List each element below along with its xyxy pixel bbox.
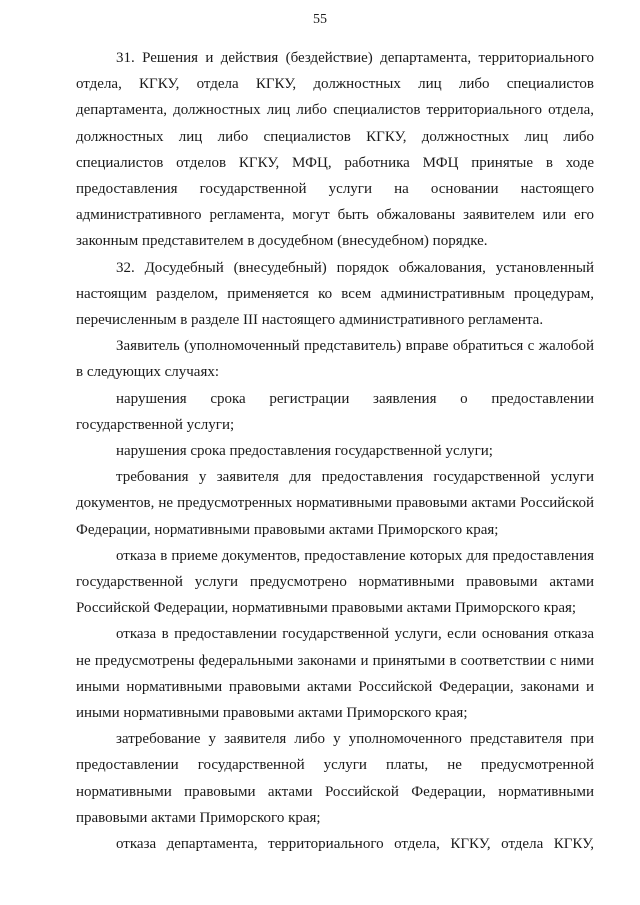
- list-item-registration-deadline: нарушения срока регистрации заявления о предоставлении государственной услуги;: [76, 390, 594, 433]
- list-item-service-deadline: нарушения срока предоставления государственной услуги;: [116, 443, 493, 460]
- list-item-department-refusal: отказа департамента, территориального отдела, КГКУ, отдела КГКУ,: [116, 836, 594, 853]
- list-item-service-refusal: отказа в предоставлении государственной услуги, если основания отказа не предусмотрены федеральными законами и принятыми в соответствии с ними иными нормативными правовыми актами Российской Федерации, законами и иными нормативными правовыми актами Приморского края;: [76, 626, 594, 722]
- body-text: [76, 45, 594, 857]
- paragraph-complaint-intro: Заявитель (уполномоченный представитель) вправе обратиться с жалобой в следующих случаях:: [76, 338, 594, 381]
- list-item-document-refusal: отказа в приеме документов, предоставление которых для предоставления государственной услуги предусмотрено нормативными правовыми актами Российской Федерации, нормативными правовыми актами Приморского края;: [76, 547, 594, 617]
- paragraph-32: 32. Досудебный (внесудебный) порядок обжалования, установленный настоящим разделом, применяется ко всем административным процедурам, перечисленным в разделе III настоящего административного регламента.: [76, 259, 594, 329]
- paragraph-31: 31. Решения и действия (бездействие) департамента, территориального отдела, КГКУ, отдела КГКУ, должностных лиц либо специалистов департамента, должностных лиц либо специалистов территориального отдела, должностных лиц либо специалистов КГКУ, должностных лиц либо специалистов отделов КГКУ, МФЦ, работника МФЦ принятые в ходе предоставления государственной услуги на основании настоящего административного регламента, могут быть обжалованы заявителем или его законным представителем в досудебном (внесудебном) порядке.: [76, 50, 594, 250]
- list-item-extra-documents: требования у заявителя для предоставления государственной услуги документов, не предусмотренных нормативными правовыми актами Российской Федерации, нормативными правовыми актами Приморского края;: [76, 469, 594, 538]
- list-item-fee-demand: затребование у заявителя либо у уполномоченного представителя при предоставлении государственной услуги платы, не предусмотренной нормативными правовыми актами Российской Федерации, нормативными правовыми актами Приморского края;: [76, 731, 594, 826]
- page-number: 55: [313, 12, 327, 27]
